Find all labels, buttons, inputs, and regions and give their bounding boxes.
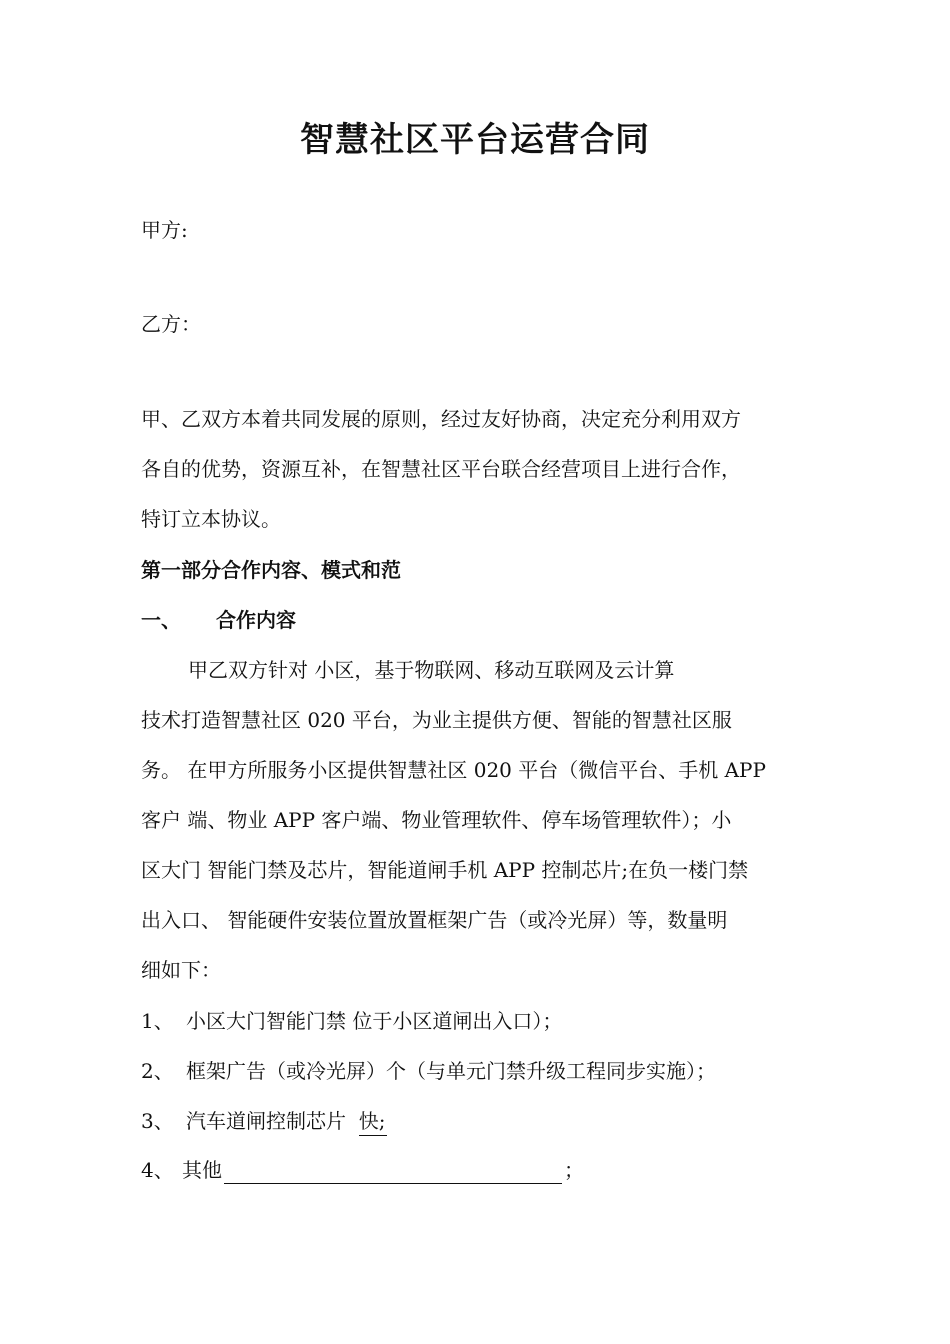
party-a-label: 甲方: bbox=[141, 218, 188, 242]
underlined-value: 快; bbox=[359, 1107, 388, 1136]
part1-heading: 第一部分合作内容、模式和范 bbox=[141, 558, 401, 582]
list-item-number: 2、 bbox=[141, 1059, 174, 1083]
body-line-5: 区大门 智能门禁及芯片，智能道闸手机 APP 控制芯片;在负一楼门禁 bbox=[141, 858, 749, 882]
list-item bbox=[141, 1057, 716, 1085]
preamble-line-1: 甲、乙双方本着共同发展的原则，经过友好协商，决定充分利用双方 bbox=[141, 407, 741, 431]
body-line-2: 技术打造智慧社区 020 平台，为业主提供方便、智能的智慧社区服 bbox=[141, 708, 732, 732]
document-title: 智慧社区平台运营合同 bbox=[300, 120, 650, 160]
body-line-6: 出入口、 智能硬件安装位置放置框架广告（或冷光屏）等，数量明 bbox=[141, 908, 728, 932]
list-item-text: 小区大门智能门禁 位于小区道闸出入口）； bbox=[186, 1009, 563, 1033]
preamble-line-3: 特订立本协议。 bbox=[141, 507, 281, 531]
list-item-text: 汽车道闸控制芯片 bbox=[186, 1109, 359, 1133]
list-item bbox=[141, 1007, 562, 1035]
body-line-3: 务。 在甲方所服务小区提供智慧社区 020 平台（微信平台、手机 APP bbox=[141, 758, 766, 782]
list-item-text: 其他 bbox=[182, 1158, 222, 1182]
list-item bbox=[141, 1156, 584, 1184]
section1-title: 合作内容 bbox=[216, 608, 296, 632]
list-item-text: 框架广告（或冷光屏）个（与单元门禁升级工程同步实施）； bbox=[186, 1059, 716, 1083]
list-item-suffix: ； bbox=[564, 1158, 584, 1182]
body-line-7: 细如下： bbox=[141, 958, 221, 982]
list-item-number: 4、 bbox=[141, 1158, 174, 1182]
party-b-label: 乙方： bbox=[141, 312, 201, 336]
body-line-4: 客户 端、物业 APP 客户端、物业管理软件、停车场管理软件）；小 bbox=[141, 808, 732, 832]
preamble-line-2: 各自的优势，资源互补，在智慧社区平台联合经营项目上进行合作， bbox=[141, 457, 741, 481]
list-item bbox=[141, 1107, 387, 1136]
fill-in-blank bbox=[224, 1163, 562, 1184]
body-line-1: 甲乙双方针对 小区，基于物联网、移动互联网及云计算 bbox=[188, 658, 675, 682]
list-item-number: 1、 bbox=[141, 1009, 174, 1033]
section1-number: 一、 bbox=[141, 608, 181, 632]
list-item-number: 3、 bbox=[141, 1109, 174, 1133]
section1-heading bbox=[141, 606, 296, 634]
